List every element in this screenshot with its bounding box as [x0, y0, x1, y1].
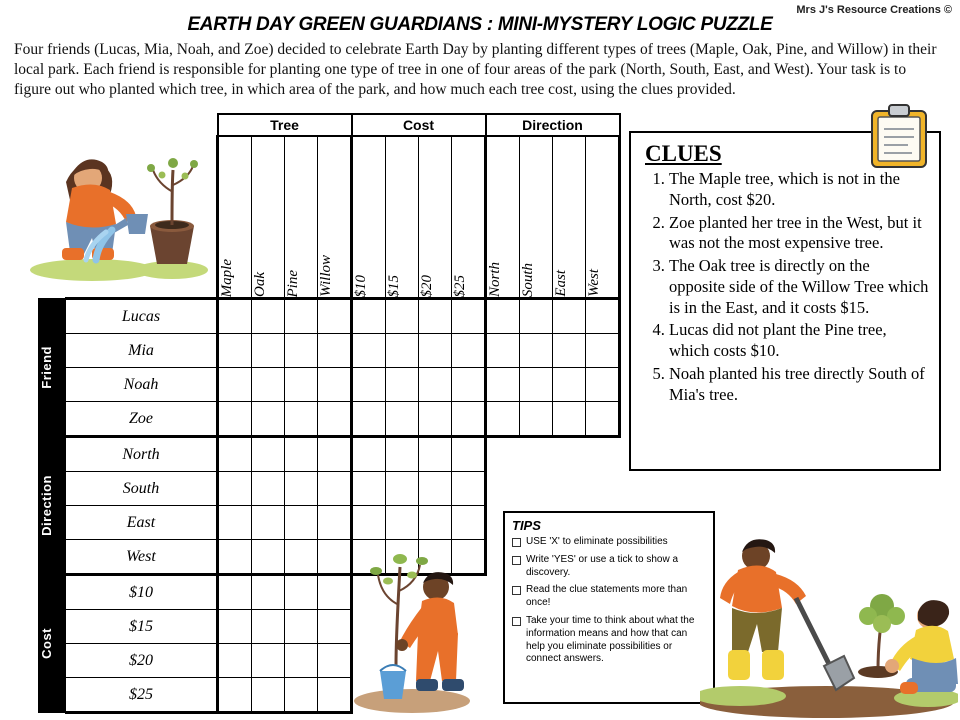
grid-cell[interactable] — [352, 472, 386, 506]
col-label-willow: Willow — [318, 136, 352, 299]
col-label-cost-10: $10 — [352, 136, 386, 299]
tips-heading: TIPS — [512, 518, 541, 533]
grid-cell[interactable] — [553, 299, 586, 334]
grid-cell[interactable] — [218, 575, 252, 610]
grid-cell[interactable] — [586, 368, 620, 402]
grid-cell[interactable] — [318, 299, 352, 334]
grid-cell[interactable] — [520, 334, 553, 368]
grid-cell[interactable] — [419, 299, 452, 334]
tip-item: ❯ Write 'YES' or use a tick to show a discovery. — [512, 554, 706, 580]
grid-cell[interactable] — [586, 299, 620, 334]
clipboard-icon — [868, 103, 930, 169]
grid-cell[interactable] — [318, 368, 352, 402]
row-label-mia: Mia — [66, 334, 218, 368]
grid-cell[interactable] — [586, 402, 620, 437]
clue-item: 3. The Oak tree is directly on the opposite side of the Willow Tree which is in the East, and it costs $15. — [669, 256, 929, 318]
table-row[interactable] — [39, 437, 620, 472]
clues-panel — [629, 131, 941, 471]
grid-cell[interactable] — [285, 575, 318, 610]
grid-cell[interactable] — [553, 368, 586, 402]
row-label-cost-25: $25 — [66, 678, 218, 713]
grid-cell[interactable] — [318, 575, 352, 610]
clues-heading: CLUES — [645, 141, 722, 166]
grid-cell[interactable] — [318, 334, 352, 368]
grid-cell[interactable] — [553, 334, 586, 368]
intro-paragraph: Four friends (Lucas, Mia, Noah, and Zoe) decided to celebrate Earth Day by planting different types of trees (Maple, Oak, Pine, and Willow) in their local park. Each friend is responsible for planting one type of tree in one of four areas of the park (North, South, East, and West). Your task is to figure out who planted which tree, in which area of the park, and how much each tree cost, using the clues provided. — [14, 41, 937, 98]
checkbox-icon — [512, 538, 521, 547]
col-group-cost: Cost — [352, 114, 486, 136]
checkbox-icon — [512, 586, 521, 595]
col-label-east: East — [553, 136, 586, 299]
grid-cell[interactable] — [218, 472, 252, 506]
table-row[interactable] — [39, 368, 620, 402]
clue-item: 4. Lucas did not plant the Pine tree, which costs $10. — [669, 320, 929, 362]
checkbox-icon — [512, 617, 521, 626]
grid-cell[interactable] — [285, 299, 318, 334]
grid-cell[interactable] — [285, 540, 318, 575]
tips-panel — [503, 511, 715, 704]
grid-cell[interactable] — [352, 299, 386, 334]
col-group-tree: Tree — [218, 114, 352, 136]
row-label-cost-20: $20 — [66, 644, 218, 678]
illustration-boy-planting — [352, 525, 482, 715]
grid-cell[interactable] — [252, 334, 285, 368]
grid-cell[interactable] — [218, 299, 252, 334]
col-label-cost-15: $15 — [386, 136, 419, 299]
grid-cell[interactable] — [386, 299, 419, 334]
grid-cell[interactable] — [218, 506, 252, 540]
grid-cell[interactable] — [285, 506, 318, 540]
clues-list — [645, 169, 929, 406]
grid-cell[interactable] — [318, 540, 352, 575]
tip-item: ❯ Take your time to think about what the information means and how that can help you eliminate possibilities or connect answers. — [512, 615, 706, 666]
grid-cell[interactable] — [486, 299, 520, 334]
grid-cell[interactable] — [452, 334, 486, 368]
grid-cell[interactable] — [252, 575, 285, 610]
col-label-maple: Maple — [218, 136, 252, 299]
row-label-noah: Noah — [66, 368, 218, 402]
col-group-direction: Direction — [486, 114, 620, 136]
row-label-cost-10: $10 — [66, 575, 218, 610]
col-label-west: West — [586, 136, 620, 299]
grid-cell[interactable] — [218, 402, 252, 437]
grid-cell[interactable] — [252, 540, 285, 575]
col-label-oak: Oak — [252, 136, 285, 299]
credit-line: Mrs J's Resource Creations © — [796, 4, 952, 16]
grid-cell[interactable] — [318, 402, 352, 437]
grid-cell[interactable] — [252, 506, 285, 540]
grid-cell[interactable] — [318, 678, 352, 713]
row-label-east: East — [66, 506, 218, 540]
grid-cell[interactable] — [486, 402, 520, 437]
table-row[interactable] — [39, 402, 620, 437]
grid-cell[interactable] — [486, 334, 520, 368]
grid-cell[interactable] — [252, 644, 285, 678]
grid-cell[interactable] — [252, 610, 285, 644]
grid-cell[interactable] — [285, 644, 318, 678]
grid-cell[interactable] — [586, 334, 620, 368]
grid-cell[interactable] — [352, 334, 386, 368]
grid-cell[interactable] — [452, 472, 486, 506]
row-label-north: North — [66, 437, 218, 472]
tip-item: ❯ Read the clue statements more than once! — [512, 584, 706, 610]
clue-item: 2. Zoe planted her tree in the West, but it was not the most expensive tree. — [669, 213, 929, 255]
grid-cell[interactable] — [285, 610, 318, 644]
row-label-west: West — [66, 540, 218, 575]
tips-list — [512, 536, 706, 666]
grid-cell[interactable] — [252, 402, 285, 437]
col-label-cost-20: $20 — [419, 136, 452, 299]
row-group-direction: Direction — [39, 437, 66, 575]
grid-cell[interactable] — [218, 610, 252, 644]
grid-cell[interactable] — [520, 299, 553, 334]
grid-cell[interactable] — [452, 437, 486, 472]
grid-cell[interactable] — [252, 678, 285, 713]
grid-cell[interactable] — [452, 299, 486, 334]
grid-cell[interactable] — [218, 678, 252, 713]
grid-cell[interactable] — [352, 402, 386, 437]
grid-cell[interactable] — [285, 334, 318, 368]
grid-cell[interactable] — [419, 334, 452, 368]
grid-cell[interactable] — [386, 368, 419, 402]
grid-cell[interactable] — [285, 437, 318, 472]
grid-cell[interactable] — [352, 437, 386, 472]
grid-cell[interactable] — [386, 437, 419, 472]
grid-corner — [66, 136, 218, 299]
grid-cell[interactable] — [352, 368, 386, 402]
grid-cell[interactable] — [419, 437, 452, 472]
grid-cell[interactable] — [452, 368, 486, 402]
illustration-man-and-woman-planting — [700, 520, 958, 720]
col-label-cost-25: $25 — [452, 136, 486, 299]
grid-column-group-header-row — [39, 114, 620, 136]
grid-cell[interactable] — [285, 368, 318, 402]
grid-cell[interactable] — [553, 402, 586, 437]
row-label-cost-15: $15 — [66, 610, 218, 644]
grid-cell[interactable] — [252, 437, 285, 472]
grid-cell[interactable] — [419, 472, 452, 506]
grid-cell[interactable] — [419, 402, 452, 437]
grid-cell[interactable] — [218, 368, 252, 402]
grid-cell[interactable] — [318, 437, 352, 472]
row-label-lucas: Lucas — [66, 299, 218, 334]
grid-cell[interactable] — [520, 368, 553, 402]
col-label-pine: Pine — [285, 136, 318, 299]
grid-cell[interactable] — [318, 644, 352, 678]
row-label-zoe: Zoe — [66, 402, 218, 437]
grid-cell[interactable] — [252, 368, 285, 402]
grid-cell[interactable] — [520, 402, 553, 437]
grid-cell[interactable] — [218, 437, 252, 472]
grid-blank-block — [486, 437, 620, 472]
checkbox-icon — [512, 556, 521, 565]
grid-column-label-row — [39, 136, 620, 299]
grid-cell[interactable] — [318, 506, 352, 540]
table-row[interactable] — [39, 299, 620, 334]
grid-cell[interactable] — [218, 644, 252, 678]
tip-item: ❯ USE 'X' to eliminate possibilities — [512, 536, 706, 549]
grid-cell[interactable] — [285, 472, 318, 506]
grid-cell[interactable] — [386, 402, 419, 437]
grid-cell[interactable] — [318, 610, 352, 644]
grid-cell[interactable] — [252, 299, 285, 334]
grid-corner — [39, 136, 66, 299]
row-group-cost: Cost — [39, 575, 66, 713]
table-row[interactable] — [39, 472, 620, 506]
grid-cell[interactable] — [386, 334, 419, 368]
row-label-south: South — [66, 472, 218, 506]
grid-cell[interactable] — [218, 334, 252, 368]
grid-cell[interactable] — [252, 472, 285, 506]
grid-cell[interactable] — [285, 678, 318, 713]
grid-cell[interactable] — [218, 540, 252, 575]
grid-cell[interactable] — [285, 402, 318, 437]
grid-cell[interactable] — [386, 472, 419, 506]
grid-cell[interactable] — [419, 368, 452, 402]
table-row[interactable] — [39, 334, 620, 368]
col-label-south: South — [520, 136, 553, 299]
grid-cell[interactable] — [452, 402, 486, 437]
clue-item: 1. The Maple tree, which is not in the North, cost $20. — [669, 169, 929, 211]
grid-corner — [66, 114, 218, 136]
row-group-friend: Friend — [39, 299, 66, 437]
grid-cell[interactable] — [486, 368, 520, 402]
grid-corner — [39, 114, 66, 136]
page-title: EARTH DAY GREEN GUARDIANS : MINI-MYSTERY LOGIC PUZZLE — [187, 14, 773, 35]
grid-cell[interactable] — [318, 472, 352, 506]
clue-item: 5. Noah planted his tree directly South of Mia's tree. — [669, 364, 929, 406]
col-label-north: North — [486, 136, 520, 299]
